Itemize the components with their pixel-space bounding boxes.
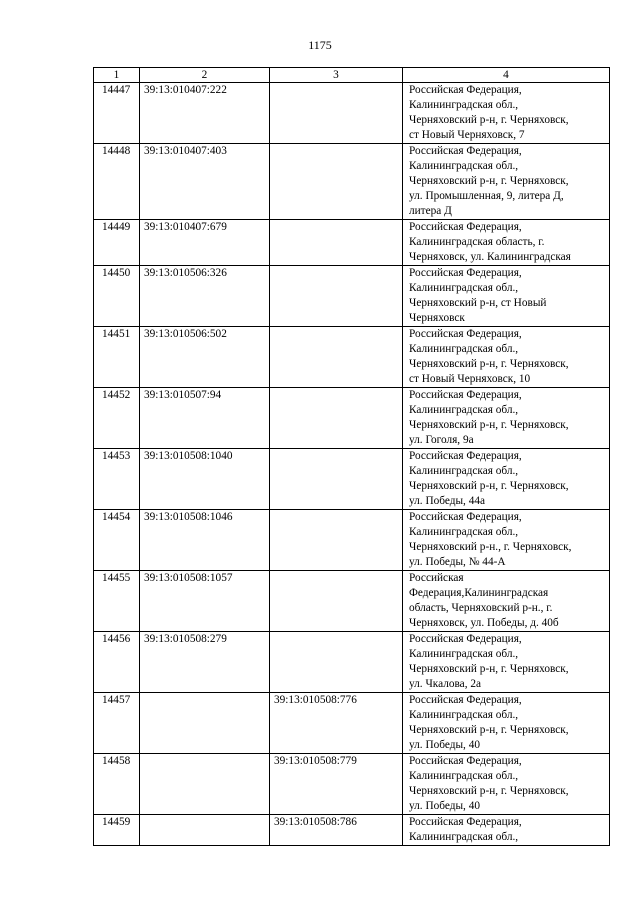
address-line: ул. Победы, № 44-А <box>409 556 506 568</box>
row-number-cell: 14451 <box>94 327 140 388</box>
address-cell <box>403 449 610 510</box>
address-line: Черняховский р-н, г. Черняховск, <box>409 785 569 797</box>
address-line: Калининградская обл., <box>409 770 519 782</box>
address-cell <box>403 83 610 144</box>
table-body <box>94 83 610 846</box>
table-row <box>94 266 610 327</box>
cadastral-number-col2-cell: 39:13:010508:1046 <box>140 510 270 571</box>
cadastral-number-col3-cell <box>270 449 403 510</box>
address-cell <box>403 220 610 266</box>
cadastral-number-col2-cell: 39:13:010506:502 <box>140 327 270 388</box>
address-line: область, Черняховский р-н., г. <box>409 602 553 614</box>
registry-table <box>93 67 610 846</box>
cadastral-number-col2-cell: 39:13:010407:403 <box>140 144 270 220</box>
address-line: Российская Федерация, <box>409 755 522 767</box>
table-row <box>94 510 610 571</box>
table-row <box>94 83 610 144</box>
cadastral-number-col3-cell <box>270 144 403 220</box>
cadastral-number-col2-cell: 39:13:010508:1057 <box>140 571 270 632</box>
cadastral-number-col3-cell <box>270 83 403 144</box>
cadastral-number-col3-cell: 39:13:010508:779 <box>270 754 403 815</box>
cadastral-number-col3-cell: 39:13:010508:776 <box>270 693 403 754</box>
cadastral-number-col3-cell <box>270 327 403 388</box>
table-row <box>94 144 610 220</box>
address-cell <box>403 754 610 815</box>
address-line: ул. Промышленная, 9, литера Д, <box>409 190 564 202</box>
cadastral-number-col3-cell: 39:13:010508:786 <box>270 815 403 846</box>
row-number-cell: 14456 <box>94 632 140 693</box>
address-line: Калининградская обл., <box>409 648 519 660</box>
address-line: Калининградская область, г. <box>409 236 545 248</box>
address-line: ул. Победы, 40 <box>409 800 480 812</box>
address-cell <box>403 693 610 754</box>
address-line: Российская Федерация, <box>409 84 522 96</box>
address-line: Черняховский р-н, г. Черняховск, <box>409 114 569 126</box>
header-col-3: 3 <box>270 68 403 83</box>
table-row <box>94 571 610 632</box>
address-line: Федерация,Калининградская <box>409 587 549 599</box>
address-cell <box>403 510 610 571</box>
cadastral-number-col2-cell <box>140 693 270 754</box>
table-row <box>94 449 610 510</box>
address-line: ул. Победы, 44а <box>409 495 486 507</box>
address-line: Российская Федерация, <box>409 145 522 157</box>
address-line: Черняховский р-н, г. Черняховск, <box>409 175 569 187</box>
page-number: 1175 <box>308 38 332 52</box>
table-row <box>94 327 610 388</box>
cadastral-number-col2-cell: 39:13:010507:94 <box>140 388 270 449</box>
header-row <box>94 68 610 83</box>
address-line: Калининградская обл., <box>409 404 519 416</box>
address-line: Российская Федерация, <box>409 816 522 828</box>
address-line: Черняховский р-н, г. Черняховск, <box>409 419 569 431</box>
address-cell <box>403 632 610 693</box>
address-cell <box>403 144 610 220</box>
address-cell <box>403 815 610 846</box>
address-line: ст Новый Черняховск, 7 <box>409 129 525 141</box>
address-line: Калининградская обл., <box>409 160 519 172</box>
row-number-cell: 14452 <box>94 388 140 449</box>
table-row <box>94 815 610 846</box>
address-line: Российская Федерация, <box>409 267 522 279</box>
row-number-cell: 14455 <box>94 571 140 632</box>
cadastral-number-col3-cell <box>270 632 403 693</box>
row-number-cell: 14453 <box>94 449 140 510</box>
row-number-cell: 14447 <box>94 83 140 144</box>
address-line: Российская Федерация, <box>409 511 522 523</box>
row-number-cell: 14448 <box>94 144 140 220</box>
address-line: Российская <box>409 572 464 584</box>
table-row <box>94 632 610 693</box>
header-col-4: 4 <box>403 68 610 83</box>
address-line: Российская Федерация, <box>409 633 522 645</box>
address-cell <box>403 266 610 327</box>
address-cell <box>403 327 610 388</box>
header-col-2: 2 <box>140 68 270 83</box>
address-line: Калининградская обл., <box>409 343 519 355</box>
cadastral-number-col2-cell: 39:13:010508:279 <box>140 632 270 693</box>
address-line: Черняховск, ул. Калининградская <box>409 251 571 263</box>
address-line: Черняховский р-н., г. Черняховск, <box>409 541 572 553</box>
address-line: Калининградская обл., <box>409 99 519 111</box>
table-header <box>94 68 610 83</box>
address-line: Калининградская обл., <box>409 282 519 294</box>
address-line: ул. Гоголя, 9а <box>409 434 474 446</box>
row-number-cell: 14449 <box>94 220 140 266</box>
address-line: Черняховский р-н, г. Черняховск, <box>409 480 569 492</box>
address-line: литера Д <box>409 205 452 217</box>
address-line: Российская Федерация, <box>409 328 522 340</box>
address-line: Черняховск <box>409 312 465 324</box>
address-line: Черняховский р-н, г. Черняховск, <box>409 724 569 736</box>
cadastral-number-col2-cell: 39:13:010506:326 <box>140 266 270 327</box>
address-cell <box>403 388 610 449</box>
cadastral-number-col3-cell <box>270 571 403 632</box>
header-col-1: 1 <box>94 68 140 83</box>
address-line: Российская Федерация, <box>409 450 522 462</box>
cadastral-number-col3-cell <box>270 220 403 266</box>
address-line: Калининградская обл., <box>409 709 519 721</box>
address-line: Российская Федерация, <box>409 389 522 401</box>
row-number-cell: 14457 <box>94 693 140 754</box>
cadastral-number-col2-cell: 39:13:010407:222 <box>140 83 270 144</box>
address-line: ул. Чкалова, 2а <box>409 678 482 690</box>
row-number-cell: 14450 <box>94 266 140 327</box>
table-row <box>94 388 610 449</box>
cadastral-number-col2-cell <box>140 754 270 815</box>
table-row <box>94 693 610 754</box>
address-line: Российская Федерация, <box>409 694 522 706</box>
address-line: Черняховск, ул. Победы, д. 40б <box>409 617 559 629</box>
address-line: Черняховский р-н, ст Новый <box>409 297 547 309</box>
address-line: Калининградская обл., <box>409 831 519 843</box>
row-number-cell: 14459 <box>94 815 140 846</box>
cadastral-number-col3-cell <box>270 266 403 327</box>
cadastral-number-col2-cell: 39:13:010508:1040 <box>140 449 270 510</box>
address-cell <box>403 571 610 632</box>
cadastral-number-col2-cell <box>140 815 270 846</box>
address-line: Черняховский р-н, г. Черняховск, <box>409 358 569 370</box>
row-number-cell: 14458 <box>94 754 140 815</box>
table-row <box>94 220 610 266</box>
address-line: ул. Победы, 40 <box>409 739 480 751</box>
address-line: ст Новый Черняховск, 10 <box>409 373 531 385</box>
row-number-cell: 14454 <box>94 510 140 571</box>
cadastral-number-col2-cell: 39:13:010407:679 <box>140 220 270 266</box>
table-row <box>94 754 610 815</box>
address-line: Калининградская обл., <box>409 465 519 477</box>
cadastral-number-col3-cell <box>270 388 403 449</box>
address-line: Черняховский р-н, г. Черняховск, <box>409 663 569 675</box>
cadastral-number-col3-cell <box>270 510 403 571</box>
address-line: Российская Федерация, <box>409 221 522 233</box>
address-line: Калининградская обл., <box>409 526 519 538</box>
